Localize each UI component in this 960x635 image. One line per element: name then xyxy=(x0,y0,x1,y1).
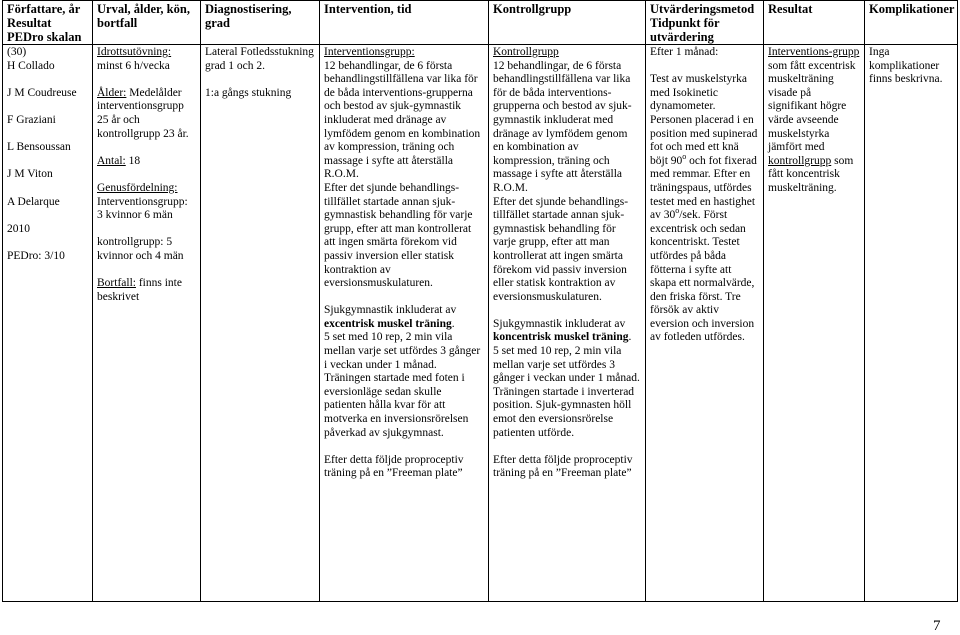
control-text-2: Efter det sjunde behandlings-tillfället startade annan sjuk-gymnastisk behandling för varje grupp, efter att man kontrollerat att ingen smärta förekom vid passiv inversion eller statisk kontraktion av eversionsmuskulaturen. xyxy=(493,195,629,303)
sport-label: Idrottsutövning: xyxy=(97,46,172,58)
intervention-text-5: Efter detta följde proproceptiv träning på en ”Freeman plate” xyxy=(324,453,464,480)
author-name: L Bensoussan xyxy=(7,141,71,154)
evidence-table xyxy=(2,0,958,602)
cell-author xyxy=(3,45,93,602)
count-value: 18 xyxy=(125,154,141,167)
intervention-text-4: 5 set med 10 rep, 2 min vila mellan varje set utfördes 3 gånger i veckan under 1 månad. Träningen startade med foten i eversionläge sedan skulle patienten hålla kvar för att motverka en inversionsrörelsen påverkad av sjukgymnast. xyxy=(324,331,481,439)
reference-number: (30) xyxy=(7,46,27,58)
header-result: Resultat xyxy=(764,1,865,45)
author-name: F Graziani xyxy=(7,113,56,126)
pedro-score: PEDro: 3/10 xyxy=(7,249,65,262)
header-complications: Komplikationer xyxy=(865,1,958,45)
control-text-1: 12 behandlingar, de 6 första behandlingstillfällena var lika för de båda interventions-grupperna och bestod av sjuk-gymnastik inkluderat med dränage av lymfödem genom en kombination av kompression, träning och massage i syfte att återställa R.O.M. xyxy=(493,59,632,194)
gender-label: Genusfördelning: xyxy=(97,181,178,194)
cell-result xyxy=(764,45,865,602)
dropout-value: finns inte beskrivet xyxy=(97,277,182,303)
cell-complications xyxy=(865,45,958,602)
intervention-label: Interventionsgrupp: xyxy=(324,46,415,58)
control-text-4: 5 set med 10 rep, 2 min vila mellan varje set utfördes 3 gånger i veckan under 1 månad. Träningen startade i inverterad position. Sjuk-gymnasten höll emot den eversionsrörelse patienten utförde. xyxy=(493,345,640,439)
header-diagnosis: Diagnostisering, grad xyxy=(201,1,320,45)
cell-evaluation xyxy=(646,45,764,602)
header-author: Författare, år Resultat PEDro skalan xyxy=(3,1,93,45)
cell-intervention xyxy=(320,45,489,602)
header-intervention: Intervention, tid xyxy=(320,1,489,45)
intervention-text-2: Efter det sjunde behandlings-tillfället startade annan sjuk-gymnastisk behandling för varje grupp, efter att man kontrollerat att ingen smärta förekom vid passiv inversion eller statisk kontraktion av eversionsmuskulaturen. xyxy=(324,181,473,290)
author-name: J M Viton xyxy=(7,168,53,181)
gender-control: kontrollgrupp: 5 kvinnor och 4 män xyxy=(97,236,184,262)
cell-selection xyxy=(93,45,201,602)
study-row xyxy=(3,45,958,602)
sport-value: minst 6 h/vecka xyxy=(97,59,170,72)
result-text: Interventions-grupp som fått excentrisk muskelträning visade på signifikant högre värde avseende muskelstyrka jämfört med kontrollgrupp som fått koncentrisk muskelträning. xyxy=(768,46,860,194)
dropout-label: Bortfall: xyxy=(97,277,136,290)
intervention-training-type: Sjukgymnastik inkluderat av excentrisk muskel träning. xyxy=(324,304,457,330)
age-value: Medelålder interventionsgrupp 25 år och kontrollgrupp 23 år. xyxy=(97,86,189,140)
evaluation-time: Efter 1 månad: xyxy=(650,46,719,58)
complications-text: Inga komplikationer finns beskrivna. xyxy=(869,46,943,86)
publication-year: 2010 xyxy=(7,222,30,235)
first-sprain-text: 1:a gångs stukning xyxy=(205,86,292,99)
author-name: H Collado xyxy=(7,59,55,72)
intervention-text-1: 12 behandlingar, de 6 första behandlingstillfällena var lika för de båda interventions-grupperna och bestod av sjuk-gymnastik inkluderat med dränage av lymfödem genom en kombination av kompression, träning och massage i syfte att återställa R.O.M. xyxy=(324,59,481,181)
header-evaluation: Utvärderingsmetod Tidpunkt för utvärdering xyxy=(646,1,764,45)
header-row xyxy=(3,1,958,45)
control-label: Kontrollgrupp xyxy=(493,46,559,58)
page-number: 7 xyxy=(933,618,941,634)
header-control: Kontrollgrupp xyxy=(489,1,646,45)
cell-diagnosis xyxy=(201,45,320,602)
cell-control xyxy=(489,45,646,602)
age-label: Ålder: xyxy=(97,86,127,99)
control-text-5: Efter detta följde proproceptiv träning på en ”Freeman plate” xyxy=(493,453,633,480)
control-training-type: Sjukgymnastik inkluderat av koncentrisk muskel träning. xyxy=(493,317,632,344)
author-name: A Delarque xyxy=(7,195,60,208)
diagnosis-text: Lateral Fotledsstukning grad 1 och 2. xyxy=(205,46,314,72)
evaluation-method: Test av muskelstyrka med Isokinetic dynamometer. Personen placerad i en position med supinerad fot och med ett knä böjt 90$^o$ och fot fixerad med remmar. Efter en träningspaus, utfördes testet med en hastighet av 30$^o$/sek. Först excentrisk och sedan koncentriskt. Testet utfördes på båda fötterna i syfte att skapa ett normalvärde, den friska först. Tre försök av aktiv eversion och inversion av fotleden utfördes. xyxy=(650,73,758,344)
author-name: J M Coudreuse xyxy=(7,86,77,99)
gender-intervention: Interventionsgrupp: 3 kvinnor 6 män xyxy=(97,195,188,222)
header-selection: Urval, ålder, kön, bortfall xyxy=(93,1,201,45)
count-label: Antal: xyxy=(97,154,126,167)
